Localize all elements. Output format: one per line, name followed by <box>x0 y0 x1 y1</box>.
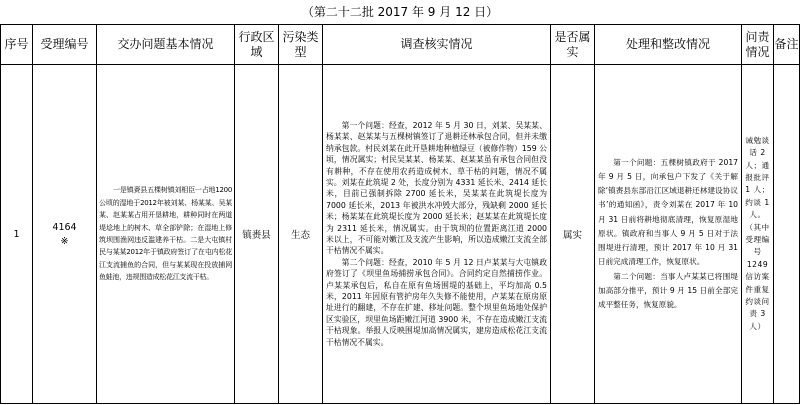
header-receipt-no: 受理编号 <box>33 25 97 65</box>
complaint-table <box>0 24 800 404</box>
cell-remarks <box>774 65 800 404</box>
table-row <box>1 65 800 404</box>
cell-accountability: 诫勉谈话 2 人；通报批评 1 人；约谈 1 人。（其中受理编号 1249 信访案件重复约谈问责 3 人） <box>742 65 774 404</box>
handling-paragraph-2: 第二个问题：当事人卢某某已将围堤加高部分推平，预计 9 月 15 日前全部完成平整任务，恢复原貌。 <box>598 271 738 309</box>
cell-seq: 1 <box>1 65 33 404</box>
table-header-row <box>1 25 800 65</box>
header-remarks: 备注 <box>774 25 800 65</box>
header-investigation: 调查核实情况 <box>323 25 551 65</box>
header-pollution-type: 污染类型 <box>279 25 323 65</box>
header-accountability: 问责情况 <box>742 25 774 65</box>
cell-investigation <box>323 65 551 404</box>
batch-title: （第二十二批 2017 年 9 月 12 日） <box>301 5 499 19</box>
investigation-paragraph-1: 第一个问题：经查，2012 年 5 月 30 日，刘某、吴某某、杨某某、赵某某与五棵树镇签订了退耕还林承包合同，但并未缴纳承包款。村民刘某在此开垦耕地种植绿豆（被修作物）159 公顷，情况属实；村民吴某某、杨某某、赵某某虽有承包合同但没有耕种，不存在使用农药造成树木、草干枯的问题，情况不属实。刘某在此筑堤 2 处，长度分别为 4331 延长米、2414 延长米，目前已强制拆除 2700 延长米，吴某某在此筑堤长度为 7000 延长米，2013 年被洪水冲毁大部分，残缺剩 2000 延长米；杨某某在此筑堤长度为 2000 延长米；赵某某在此筑堤长度为 2311 延长米，情况属实。由于筑坝的位置距离江道 2000 米以上，不可能对嫩江及支流产生影响，所以造成嫩江支流全部干枯情况不属实。 <box>326 120 547 256</box>
cell-receipt-no <box>33 65 97 404</box>
cell-region: 镇赉县 <box>235 65 279 404</box>
header-seq: 序号 <box>1 25 33 65</box>
header-verified: 是否属实 <box>551 25 595 65</box>
cell-handling <box>595 65 742 404</box>
investigation-paragraph-2: 第二个问题：经查，2010 年 5 月 12 日卢某某与大屯镇政府签订了《坝里鱼场捕捞承包合同》。合同约定自然捕捞作业。卢某某承包后，私自在原有鱼场围堤的基础上，平均加高 0.5 米，2011 年因原有管护房年久失修不能使用，卢某某在原房原址进行的翻建，不存在扩建、移址问题。整个坝里鱼场地处保护区实验区，坝里鱼场距嫩江河道 3900 米，不存在造成嫩江支流干枯现象。举报人反映围堤加高情况属实，建房造成松花江支流干枯情况不属实。 <box>326 257 547 347</box>
issue-text: 一是镇赉县五棵树镇刘相臣一占地1200公顷的湿地于2012年被刘某、杨某某、吴某某、赵某某占用开垦耕地，耕种同时在两道堤埝地上的树木、草全部铲除；在湿地上修筑坝围渔网违反滥建养干枯。二是大屯镇村民与某某2012年于镇政府签订了在屯内松花江支流捕鱼的合同，但与某某现在投放捕网鱼蛙池，违规围造成松花江支流干枯。 <box>99 186 232 282</box>
receipt-number: 4164 <box>52 221 77 233</box>
handling-paragraph-1: 第一个问题：五棵树镇政府于 2017 年 9 月 5 日，向承包户下发了《关于解除‘镇赉县东部沿江区域退耕还林建设协议书’的通知函》，责令刘某在 2017 年 10 月 31 日前将耕地彻底清理，恢复原湿地原状。镇政府和当事人 9 月 5 日对于法围堤进行清理，预计 2017 年 10 月 31 日前完成清理工作，恢复原状。 <box>598 157 738 267</box>
header-handling: 处理和整改情况 <box>595 25 742 65</box>
header-issue: 交办问题基本情况 <box>97 25 235 65</box>
header-region: 行政区域 <box>235 25 279 65</box>
cell-verified: 属实 <box>551 65 595 404</box>
cell-issue <box>97 65 235 404</box>
receipt-mark: ※ <box>60 235 69 247</box>
cell-pollution-type: 生态 <box>279 65 323 404</box>
